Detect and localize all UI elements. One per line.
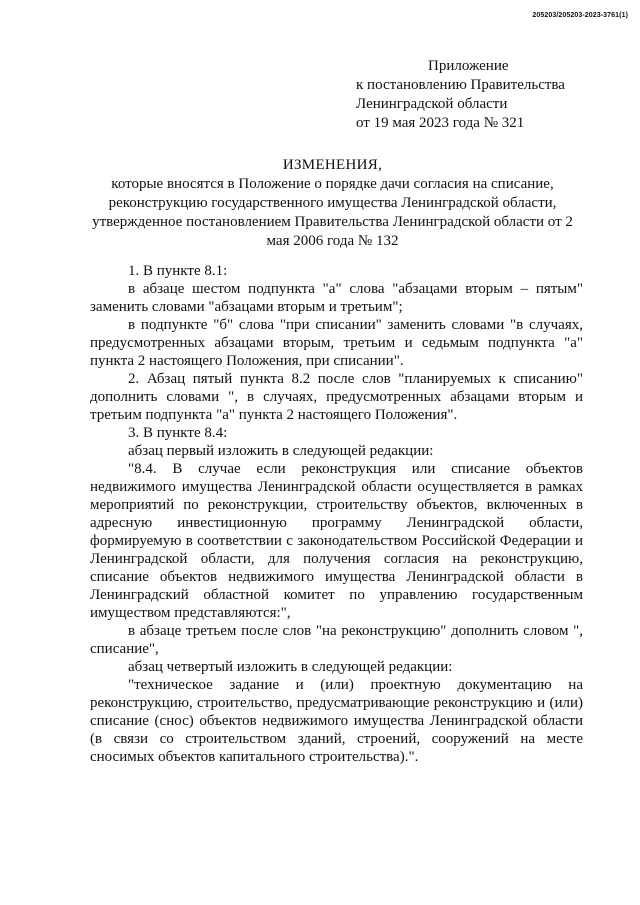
document-id: 205203/205203-2023-3761(1) (532, 12, 628, 19)
appendix-line-3: Ленинградской области (356, 96, 508, 112)
paragraph-3: в подпункте "б" слова "при списании" заменить словами "в случаях, предусмотренных абзацами вторым, третьим и седьмым подпункта "а" пункта 2 настоящего Положения, при списании". (90, 317, 583, 369)
paragraph-10: "техническое задание и (или) проектную документацию на реконструкцию, строительство, предусматривающие реконструкцию и (или) списание (снос) объектов недвижимого имущества Ленинградской области (в связи со строительством зданий, строений, сооружений на месте сносимых объектов капитального строительства).". (90, 677, 583, 765)
paragraph-9: абзац четвертый изложить в следующей редакции: (128, 659, 453, 675)
document-subtitle: которые вносятся в Положение о порядке дачи согласия на списание, реконструкцию государственного имущества Ленинградской области, утвержденное постановлением Правительства Ленинградской области от 2 мая 2006 года № 132 (92, 176, 573, 249)
appendix-block (356, 57, 565, 133)
appendix-line-4: от 19 мая 2023 года № 321 (356, 115, 525, 131)
paragraph-7: "8.4. В случае если реконструкция или списание объектов недвижимого имущества Ленинградской области осуществляется в рамках мероприятий по реконструкции, строительству объектов, включенных в адресную инвестиционную программу Ленинградской области, формируемую в соответствии с законодательством Российской Федерации и Ленинградской области, для получения согласия на реконструкцию, списание объектов недвижимого имущества Ленинградской области в Ленинградский областной комитет по управлению государственным имуществом представляются:", (90, 461, 583, 621)
title-block (80, 156, 585, 251)
paragraph-8: в абзаце третьем после слов "на реконструкцию" дополнить словом ", списание", (90, 623, 583, 657)
appendix-line-1: Приложение (428, 58, 509, 74)
paragraph-4: 2. Абзац пятый пункта 8.2 после слов "планируемых к списанию" дополнить словами ", в случаях, предусмотренных абзацами вторым и третьим подпункта "а" пункта 2 настоящего Положения". (90, 371, 583, 423)
document-heading: ИЗМЕНЕНИЯ, (282, 157, 383, 173)
paragraph-2: в абзаце шестом подпункта "а" слова "абзацами вторым – пятым" заменить словами "абзацами вторым и третьим"; (90, 281, 583, 315)
paragraph-6: абзац первый изложить в следующей редакции: (128, 443, 434, 459)
document-body (90, 262, 583, 766)
paragraph-5: 3. В пункте 8.4: (128, 425, 228, 441)
appendix-line-2: к постановлению Правительства (356, 77, 565, 93)
paragraph-1: 1. В пункте 8.1: (128, 263, 228, 279)
